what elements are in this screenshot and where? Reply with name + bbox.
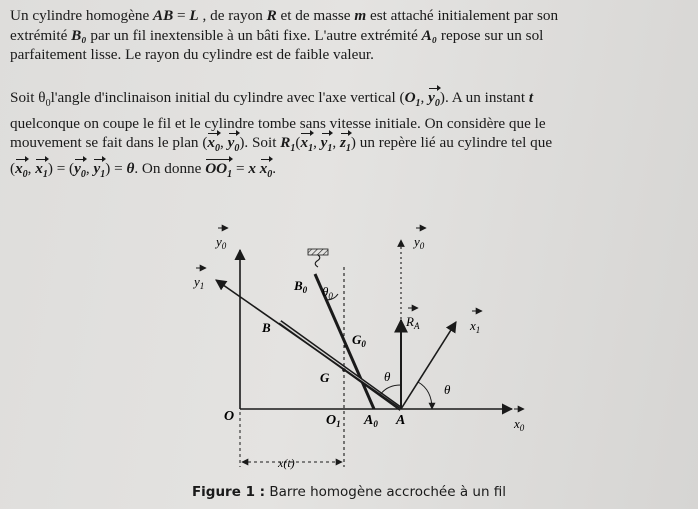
label-RA: $R_A$ — [406, 314, 420, 331]
symbol-L: L — [189, 7, 199, 24]
subscript: 0 — [214, 143, 220, 155]
text: = — [232, 159, 249, 177]
intro-line-2 — [10, 26, 680, 46]
text: x — [259, 159, 268, 177]
subscript: 1 — [42, 168, 48, 180]
symbol-O1 — [404, 89, 421, 110]
text: x — [35, 159, 43, 177]
subscript: 0 — [434, 98, 440, 110]
text: x — [15, 159, 23, 177]
symbol-m: m — [354, 7, 367, 24]
setup-line-2: quelconque on coupe le fil et le cylindre tombe sans vitesse initiale. On considère que le — [10, 114, 546, 132]
subscript: 1 — [290, 143, 296, 155]
setup-line-1 — [10, 88, 680, 114]
subscript: 1 — [308, 143, 314, 155]
caption-prefix: Figure 1 : — [191, 484, 266, 500]
subscript: 1 — [345, 143, 351, 155]
label-y0-left: $y_0$ — [216, 234, 227, 251]
text: y — [74, 159, 81, 177]
string — [315, 255, 320, 267]
label-theta-1: θ — [384, 369, 391, 384]
label-xt: x(t) — [278, 456, 295, 470]
vector-y0 — [74, 159, 86, 185]
subscript: 0 — [267, 168, 273, 180]
text: , — [420, 89, 429, 106]
intro-line-3: parfaitement lisse. Le rayon du cylindre est de faible valeur. — [10, 46, 374, 63]
text: y — [428, 89, 435, 106]
symbol-A0: A₀ — [421, 26, 438, 44]
label-x0: $x_0$ — [514, 416, 525, 433]
text: , — [313, 134, 321, 152]
text: y — [227, 134, 235, 152]
text: = — [173, 7, 190, 24]
label-y1: $y_1$ — [194, 274, 205, 291]
label-O: O — [224, 409, 235, 424]
text: repose sur un sol — [437, 26, 544, 44]
label-B: B — [262, 320, 271, 335]
vector-x1 — [35, 159, 48, 185]
text: ( — [295, 134, 301, 152]
vector-y1 — [321, 133, 333, 159]
text: extrémité — [10, 26, 72, 44]
vector-x0 — [260, 159, 273, 185]
label-O1: $O_1$ — [326, 413, 341, 429]
text: ( — [10, 159, 16, 177]
symbol-x: x — [248, 159, 256, 177]
paragraph-intro — [10, 6, 680, 65]
text: mouvement se fait dans le plan ( — [10, 134, 208, 152]
text: . — [272, 159, 277, 177]
text: z — [340, 134, 346, 152]
figure-caption — [0, 484, 698, 500]
subscript: 1 — [100, 168, 106, 180]
symbol-theta: θ — [126, 159, 135, 177]
text: ). Soit — [239, 134, 281, 152]
text: est attaché initialement par son — [366, 7, 559, 24]
label-theta-2: θ — [444, 382, 451, 397]
vector-OO1 — [205, 159, 232, 185]
text: R — [280, 134, 291, 152]
symbol-AB: AB — [152, 7, 174, 24]
symbol-t: t — [528, 89, 534, 106]
paragraph-setup — [10, 88, 680, 184]
point-G0 — [344, 344, 348, 348]
setup-line-4 — [10, 159, 680, 185]
fixed-support — [308, 249, 328, 255]
subscript: 0 — [80, 168, 86, 180]
vector-x1 — [300, 133, 313, 159]
axis-y1 — [216, 280, 401, 409]
vector-y1 — [93, 159, 105, 185]
text: x — [207, 134, 215, 152]
text: ) = — [105, 159, 127, 177]
text: ) un repère lié au cylindre tel que — [350, 134, 553, 152]
text: y — [93, 159, 101, 177]
text: , — [332, 134, 340, 152]
setup-line-3 — [10, 133, 680, 159]
text: par un fil inextensible à un bâti fixe. L'autre extrémité — [86, 26, 422, 44]
subscript: 0 — [45, 98, 51, 110]
text: Soit θ — [10, 89, 46, 106]
text: OO — [205, 159, 228, 177]
intro-line-1 — [10, 6, 680, 26]
text: et de masse — [276, 7, 355, 24]
point-G — [342, 368, 346, 372]
text: ). A un instant — [439, 89, 529, 106]
angle-theta-arc-2 — [418, 382, 432, 409]
text: . On donne — [134, 159, 206, 177]
text: , — [85, 159, 94, 177]
text: l'angle d'inclinaison initial du cylindre avec l'axe vertical ( — [50, 89, 405, 106]
text: y — [320, 134, 328, 152]
vector-x0 — [207, 133, 220, 159]
symbol-R1 — [280, 134, 296, 155]
figure-diagram — [180, 222, 540, 484]
text: Un cylindre homogène — [10, 7, 153, 24]
label-theta0: $\theta_0$ — [322, 284, 333, 301]
vector-x0 — [15, 159, 28, 185]
text: , de rayon — [198, 7, 267, 24]
text: O — [404, 89, 416, 106]
subscript: 0 — [234, 143, 240, 155]
label-G0: $G_0$ — [352, 332, 366, 349]
vector-y0 — [428, 88, 440, 114]
label-A0: $A_0$ — [364, 413, 378, 429]
subscript: 1 — [415, 98, 421, 110]
label-A: A — [396, 413, 406, 428]
text: ) = ( — [47, 159, 75, 177]
text: x — [300, 134, 309, 152]
label-G: G — [320, 370, 330, 385]
vector-z1 — [340, 133, 351, 159]
label-B0: $B_0$ — [294, 278, 308, 295]
label-y0-right: $y_0$ — [414, 234, 425, 251]
subscript: 0 — [22, 168, 28, 180]
text: , — [27, 159, 36, 177]
caption-text: Barre homogène accrochée à un fil — [265, 484, 507, 500]
subscript: 1 — [327, 143, 333, 155]
subscript: 1 — [227, 168, 233, 180]
label-x1: $x_1$ — [470, 318, 481, 335]
symbol-R: R — [266, 7, 277, 24]
text: , — [219, 134, 228, 152]
symbol-B0: B₀ — [71, 26, 87, 44]
